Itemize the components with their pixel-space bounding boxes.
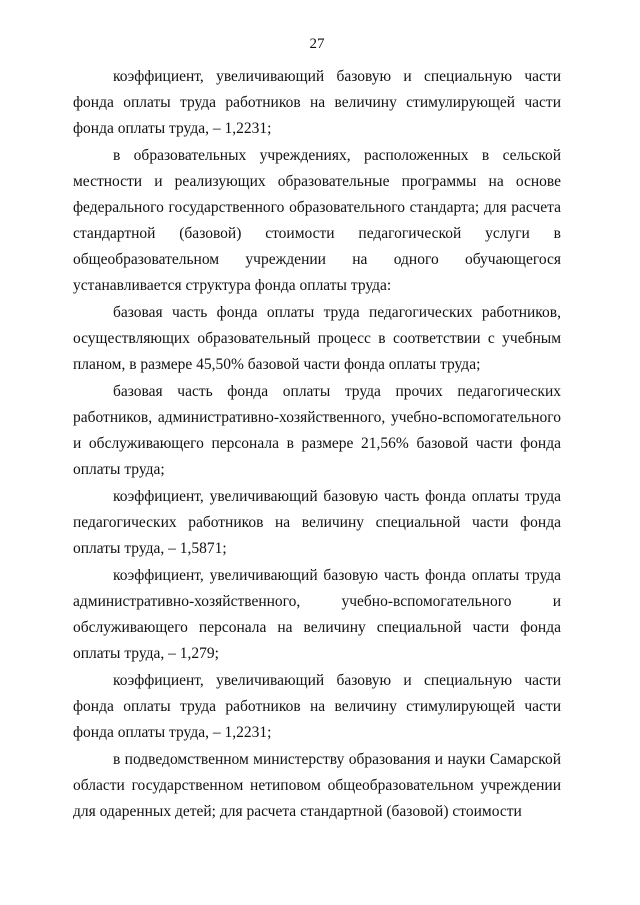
- paragraph: базовая часть фонда оплаты труда педагогических работников, осуществляющих образовательный процесс в соответствии с учебным планом, в размере 45,50% базовой части фонда оплаты труда;: [73, 304, 561, 373]
- paragraph: коэффициент, увеличивающий базовую часть фонда оплаты труда педагогических работников на величину специальной части фонда оплаты труда, – 1,5871;: [73, 488, 561, 557]
- paragraph: в подведомственном министерству образования и науки Самарской области государственном нетиповом общеобразовательном учреждении для одаренных детей; для расчета стандартной (базовой) стоимости: [73, 751, 561, 820]
- paragraph: коэффициент, увеличивающий базовую и специальную части фонда оплаты труда работников на величину стимулирующей части фонда оплаты труда, – 1,2231;: [73, 672, 561, 741]
- paragraph: базовая часть фонда оплаты труда прочих педагогических работников, административно-хозяйственного, учебно-вспомогательного и обслуживающего персонала в размере 21,56% базовой части фонда оплаты труда;: [73, 383, 561, 478]
- paragraph: коэффициент, увеличивающий базовую и специальную части фонда оплаты труда работников на величину стимулирующей части фонда оплаты труда, – 1,2231;: [73, 68, 561, 137]
- page-number: 27: [309, 36, 325, 52]
- document-body: [73, 64, 561, 826]
- paragraph: коэффициент, увеличивающий базовую часть фонда оплаты труда административно-хозяйственного, учебно-вспомогательного и обслуживающего персонала на величину специальной части фонда оплаты труда, – 1,279;: [73, 567, 561, 662]
- paragraph: в образовательных учреждениях, расположенных в сельской местности и реализующих образовательные программы на основе федерального государственного образовательного стандарта; для расчета стандартной (базовой) стоимости педагогической услуги в общеобразовательном учреждении на одного обучающегося устанавливается структура фонда оплаты труда:: [73, 147, 561, 294]
